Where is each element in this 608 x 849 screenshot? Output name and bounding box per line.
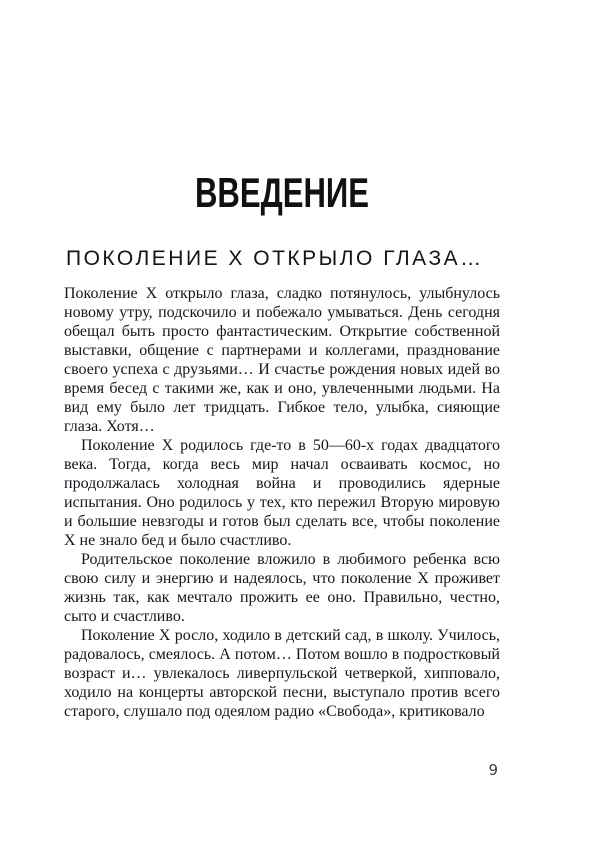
body-text [64, 284, 500, 721]
paragraph-3: Родительское поколение вложило в любимого ребенка всю свою силу и энергию и надеялось, что поколение X проживет жизнь так, как мечтало прожить ее оно. Правильно, честно, сыто и счастливо. [64, 551, 500, 625]
section-heading: ПОКОЛЕНИЕ X ОТКРЫЛО ГЛАЗА… [66, 247, 484, 270]
paragraph-2: Поколение X родилось где-то в 50—60-х годах двадцатого века. Тогда, когда весь мир начал осваивать космос, но продолжалась холодная война и проводились ядерные испытания. Оно родилось у тех, кто пережил Вторую мировую и большие невзгоды и готов был сделать все, чтобы поколение X не знало бед и было счастливо. [64, 437, 500, 549]
page-number: 9 [488, 761, 498, 779]
paragraph-1: Поколение X открыло глаза, сладко потянулось, улыбнулось новому утру, подскочило и побежало умываться. День сегодня обещал быть просто фантастическим. Открытие собственной выставки, общение с партнерами и коллегами, празднование своего успеха с друзьями… И счастье рождения новых идей во время бесед с такими же, как и оно, увлеченными людьми. На вид ему было лет тридцать. Гибкое тело, улыбка, сияющие глаза. Хотя… [64, 285, 500, 435]
chapter-title: ВВЕДЕНИЕ [194, 169, 370, 216]
paragraph-4: Поколение X росло, ходило в детский сад, в школу. Училось, радовалось, смеялось. А потом… Потом вошло в подростковый возраст и… увлекалось ливерпульской четверкой, хипповало, ходило на концерты авторской песни, выступало против всего старого, слушало под одеялом радио «Свобода», критиковало [64, 627, 500, 720]
